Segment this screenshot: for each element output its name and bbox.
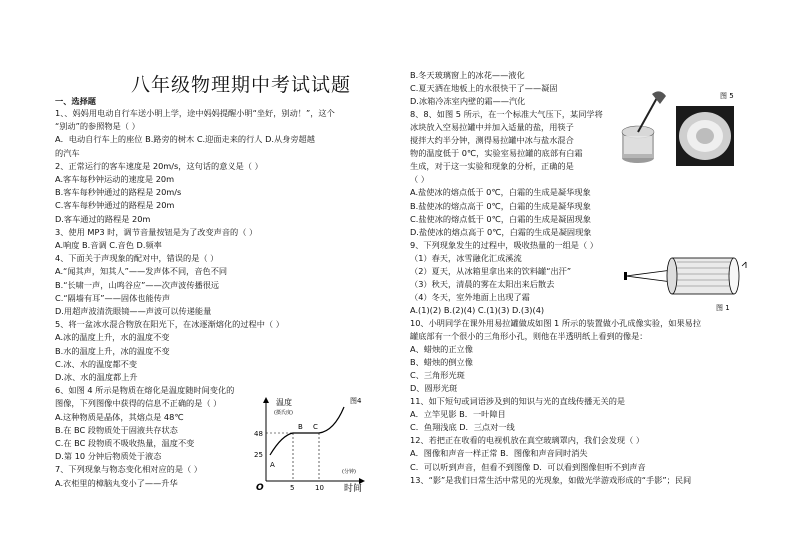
question-line: B.盐使冰的熔点高于 0℃，白霜的生成是凝华现象 — [410, 200, 591, 211]
question-line: C.“隔墙有耳”——固体也能传声 — [55, 292, 171, 303]
question-line: D、圆形光斑 — [410, 383, 458, 394]
question-line: （1）春天，冰雪融化汇成溪流 — [410, 252, 522, 263]
question-line: （4）冬天，室外地面上出现了霜 — [410, 291, 530, 302]
question-line: B.冬天玻璃窗上的冰花——液化 — [410, 70, 525, 80]
fig4-caption: 图4 — [350, 397, 362, 405]
question-line: D.冰、水的温度都上升 — [55, 372, 138, 382]
fig4-yunit: (摄氏度) — [274, 410, 293, 416]
question-line: 6、如图 4 所示是物质在熔化是温度随时间变化的 — [55, 385, 235, 396]
fig4-point-a: A — [270, 461, 275, 469]
question-line: D.第 10 分钟后物质处于液态 — [55, 451, 162, 462]
section-heading: 一、选择题 — [55, 96, 96, 106]
figure-4-melting-graph — [246, 393, 376, 493]
fig5-caption: 图 5 — [720, 92, 734, 100]
question-line: 物的温度低于 0℃，实验室易拉罐的底部有白霜 — [410, 148, 583, 159]
question-line: 13、“影”是我们日常生活中常见的光现象，如做光学游戏形成的“手影”；民间 — [410, 474, 692, 485]
figure-1-pinhole-camera — [622, 248, 752, 313]
page-title: 八年级物理期中考试试题 — [131, 74, 352, 96]
question-line: 搅拌大约半分钟，测得易拉罐中冰与盐水混合 — [410, 135, 574, 146]
question-line: 8、8、如图 5 所示，在一个标准大气压下，某同学将 — [410, 109, 603, 120]
question-line: 7、下列现象与物态变化相对应的是（ ） — [55, 464, 202, 475]
question-line: A.衣柜里的樟脑丸变小了——升华 — [55, 477, 178, 488]
question-line: A.响度 B.音调 C.音色 D.频率 — [55, 240, 162, 250]
question-line: 9、下列现象发生的过程中，吸收热量的一组是（ ） — [410, 239, 598, 250]
question-line: 冰块放入空易拉罐中并加入适量的盐，用筷子 — [410, 122, 574, 133]
question-line: 图像，下列图像中获得的信息不正确的是（ ） — [55, 398, 222, 409]
question-line: 1、、妈妈用电动自行车送小明上学，途中妈妈提醒小明“坐好，别动！”，这个 — [55, 108, 335, 118]
question-line: A.盐使冰的熔点低于 0℃，白霜的生成是凝华现象 — [410, 187, 591, 198]
question-line: A.(1)(2) B.(2)(4) C.(1)(3) D.(3)(4) — [410, 304, 545, 315]
question-line: A.冰的温度上升，水的温度不变 — [55, 332, 170, 343]
question-line: B.客车每秒钟通过的路程是 20m/s — [55, 187, 182, 198]
question-line: D.用超声波清洗眼镜——声波可以传递能量 — [55, 306, 212, 316]
fig1-caption: 图 1 — [716, 304, 730, 312]
question-line: A．立竿见影 B．一叶障目 — [410, 409, 506, 420]
question-line: C．可以听到声音，但看不到图像 D．可以看到图像但听不到声音 — [410, 461, 646, 472]
question-line: D.盐使冰的熔点高于 0℃，白霜的生成是凝固现象 — [410, 226, 592, 237]
fig4-ytick-48: 48 — [254, 430, 263, 438]
question-line: A.这种物质是晶体，其熔点是 48℃ — [55, 411, 184, 422]
fig4-xlabel: 时间 — [344, 484, 363, 493]
fig4-point-b: B — [298, 423, 303, 431]
question-line: 4、下面关于声现象的配对中，错误的是（ ） — [55, 253, 219, 264]
question-line: 罐底部有一个很小的三角形小孔，则他在半透明纸上看到的像是： — [410, 331, 648, 341]
question-line: （3）秋天，清晨的雾在太阳出来后散去 — [410, 278, 555, 289]
question-line: C.夏天洒在地板上的水很快干了——凝固 — [410, 83, 558, 94]
fig4-xtick-5: 5 — [290, 484, 295, 492]
question-line: （2）夏天，从冰箱里拿出来的饮料罐“出汗” — [410, 265, 572, 276]
question-line: “别动”的参照物是（ ） — [55, 121, 140, 132]
question-line: B.水的温度上升，冰的温度不变 — [55, 345, 170, 356]
question-line: C.在 BC 段物质不吸收热量，温度不变 — [55, 438, 195, 448]
question-line: A．图像和声音一样正常 B．图像和声音同时消失 — [410, 448, 588, 459]
question-line: 的汽车 — [55, 147, 80, 158]
question-line: C.盐使冰的熔点低于 0℃，白霜的生成是凝固现象 — [410, 213, 591, 224]
question-line: C.冰、水的温度都不变 — [55, 358, 138, 369]
question-line: D.客车通过的路程是 20m — [55, 213, 151, 224]
question-line: A、蜡烛的正立像 — [410, 344, 473, 355]
question-line: 11、如下短句或词语涉及到的知识与光的直线传播无关的是 — [410, 396, 626, 407]
fig4-xunit: (分钟) — [342, 469, 356, 475]
fig4-ylabel: 温度 — [276, 398, 292, 407]
question-line: 10、小明同学在课外用易拉罐做成如图 1 所示的装置做小孔成像实验，如果易拉 — [410, 317, 702, 328]
question-line: 12、若把正在收看的电视机放在真空玻璃罩内，我们会发现（ ） — [410, 435, 645, 446]
question-line: C．鱼翔浅底 D．三点对一线 — [410, 422, 515, 433]
question-line: A．电动自行车上的座位 B.路旁的树木 C.迎面走来的行人 D.从身旁超越 — [55, 134, 315, 145]
question-line: A.客车每秒钟运动的速度是 20m — [55, 174, 175, 184]
fig4-point-c: C — [313, 423, 318, 431]
question-line: （ ） — [410, 174, 429, 185]
figure-5-photos — [614, 88, 744, 166]
question-line: 2、正常运行的客车速度是 20m/s，这句话的意义是（ ） — [55, 160, 263, 171]
question-line: A.“闻其声，知其人”——发声体不同，音色不同 — [55, 266, 228, 277]
question-line: B、蜡烛的倒立像 — [410, 357, 473, 368]
question-line: B.在 BC 段物质处于固液共存状态 — [55, 424, 178, 435]
fig4-ytick-25: 25 — [254, 451, 263, 459]
question-line: 5、将一盆冰水混合物放在阳光下，在冰逐渐熔化的过程中（ ） — [55, 319, 284, 330]
question-line: 生成，对于这一实验和现象的分析，正确的是 — [410, 161, 574, 172]
question-line: D.冰箱冷冻室内壁的霜——汽化 — [410, 96, 526, 107]
question-line: C、三角形光斑 — [410, 370, 465, 381]
fig4-origin: O — [256, 483, 264, 493]
fig4-xtick-10: 10 — [315, 484, 324, 492]
question-line: C.客车每秒钟通过的路程是 20m — [55, 200, 175, 211]
question-line: B.“长啸一声，山鸣谷应”——次声波传播很远 — [55, 279, 220, 290]
question-line: 3、使用 MP3 时，调节音量按钮是为了改变声音的（ ） — [55, 226, 258, 237]
